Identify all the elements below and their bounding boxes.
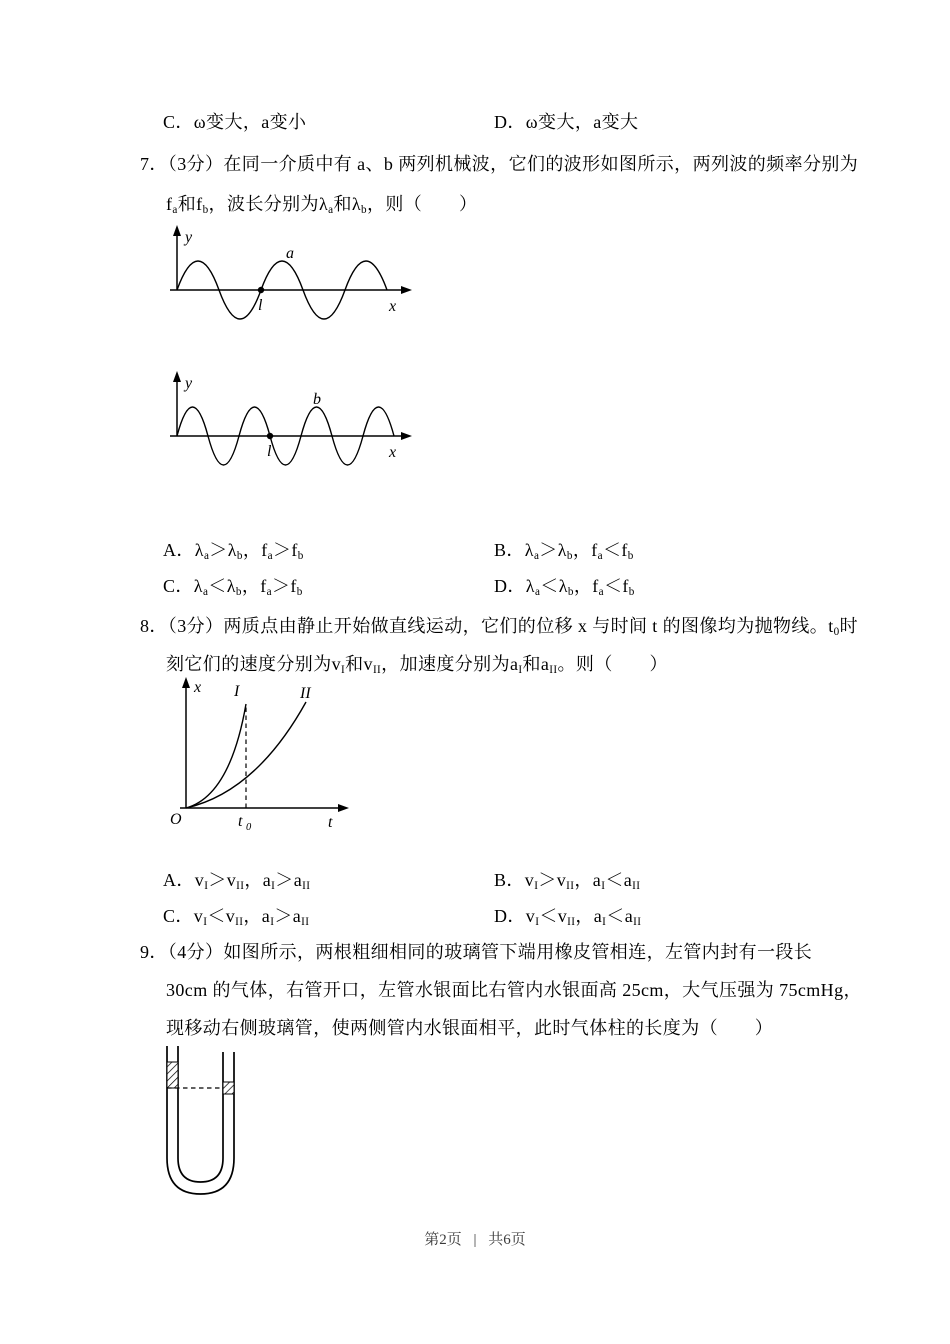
wave-b-point-label: l <box>267 443 272 460</box>
wave-b-x-label: x <box>389 444 397 461</box>
y-axis-arrow-icon <box>173 371 181 382</box>
u-tube-diagram <box>155 1036 265 1214</box>
wave-a-y-label: y <box>185 229 193 246</box>
tube-inner-wall <box>178 1046 223 1182</box>
displacement-time-graph <box>168 676 353 834</box>
wave-a-curve-label: a <box>286 245 294 262</box>
t0-label-sub: 0 <box>246 822 252 833</box>
question-8-stem-line-1: 8．（3分）两质点由静止开始做直线运动，它们的位移 x 与时间 t 的图像均为抛物线。$t_0$时 <box>140 616 858 639</box>
wave-b-point-marker <box>267 433 273 439</box>
footer-page-indicator: 第2页 <box>424 1232 462 1248</box>
curve-1 <box>186 704 246 808</box>
footer-total-pages: 共6页 <box>488 1232 526 1248</box>
question-9-stem-line-2: 30cm 的气体，右管开口，左管水银面比右管内水银面高 25cm，大气压强为 75cmHg， <box>166 980 862 1000</box>
question-8-stem-line-2: 刻它们的速度分别为$v_I$和$v_{II}$，加速度分别为$a_I$和$a_{II}$。则（ ） <box>166 654 668 677</box>
question-9-stem-line-1: 9．（4分）如图所示，两根粗细相同的玻璃管下端用橡皮管相连，左管内封有一段长 <box>140 942 813 962</box>
q8-option-b: B．$v_I>v_{II}$，$a_I<a_{II}$ <box>494 870 641 893</box>
q8-option-d: D．$v_I<v_{II}$，$a_I<a_{II}$ <box>494 906 642 929</box>
x-axis-arrow-icon <box>401 432 412 440</box>
graph-origin-label: O <box>170 811 182 828</box>
y-axis-arrow-icon <box>173 225 181 236</box>
prev-option-c: C．ω变大，a变小 <box>163 112 307 132</box>
graph-x-label: t <box>328 814 333 831</box>
footer-separator: | <box>473 1232 477 1248</box>
q7-option-b: B．$\lambda_a>\lambda_b$，$f_a<f_b$ <box>494 540 634 563</box>
wave-a-point-label: l <box>258 297 263 314</box>
question-9-stem-line-3: 现移动右侧玻璃管，使两侧管内水银面相平，此时气体柱的长度为（ ） <box>166 1018 774 1038</box>
wave-b-y-label: y <box>185 375 193 392</box>
q7-option-c: C．$\lambda_a<\lambda_b$，$f_a>f_b$ <box>163 576 303 599</box>
q7-option-a: A．$\lambda_a>\lambda_b$，$f_a>f_b$ <box>163 540 304 563</box>
right-tube-level-hatch <box>223 1082 234 1094</box>
question-7-stem-line-1: 7．（3分）在同一介质中有 a、b 两列机械波，它们的波形如图所示，两列波的频率分别为 <box>140 154 859 174</box>
curve-1-label: I <box>234 683 240 700</box>
wave-a-point-marker <box>258 287 264 293</box>
t0-label-base: t <box>238 813 243 830</box>
curve-2-label: II <box>300 685 311 702</box>
y-axis-arrow-icon <box>182 677 190 688</box>
question-7-stem-line-2: $f_a$和$f_b$，波长分别为$\lambda_a$和$\lambda_b$，则（ ） <box>166 194 478 217</box>
prev-option-d: D．ω变大，a变大 <box>494 112 639 132</box>
q8-option-c: C．$v_I<v_{II}$，$a_I>a_{II}$ <box>163 906 310 929</box>
q8-option-a: A．$v_I>v_{II}$，$a_I>a_{II}$ <box>163 870 311 893</box>
q7-option-d: D．$\lambda_a<\lambda_b$，$f_a<f_b$ <box>494 576 635 599</box>
wave-b-curve-label: b <box>313 391 321 408</box>
wave-diagram-a <box>163 224 413 356</box>
page-footer <box>0 1228 950 1249</box>
wave-a-x-label: x <box>389 298 397 315</box>
x-axis-arrow-icon <box>401 286 412 294</box>
sealed-gas-column-hatch <box>167 1062 178 1088</box>
x-axis-arrow-icon <box>338 804 349 812</box>
graph-y-label: x <box>194 679 202 696</box>
wave-diagram-b <box>163 370 413 502</box>
